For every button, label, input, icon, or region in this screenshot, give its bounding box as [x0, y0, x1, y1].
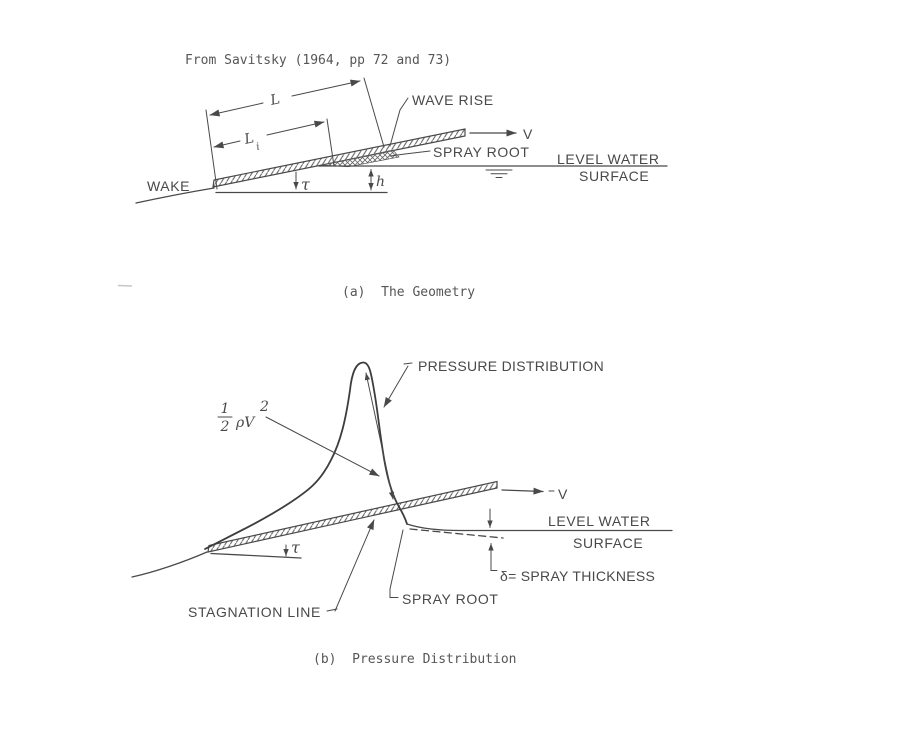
label-pressure-distribution: PRESSURE DISTRIBUTION [418, 358, 604, 374]
label-length-i: L [242, 130, 256, 148]
figure-b-labels [188, 358, 655, 667]
label-level-water: LEVEL WATER [557, 151, 660, 167]
rho-v: ρV [236, 415, 255, 431]
figure-b [132, 358, 672, 667]
caption-a: (a) The Geometry [342, 285, 476, 300]
label-velocity: V [523, 126, 533, 142]
dynamic-pressure-label [218, 399, 269, 435]
velocity-arrow-b [502, 490, 543, 492]
peak-pressure-line [366, 373, 393, 499]
label-level-water-b: LEVEL WATER [548, 513, 651, 529]
pressure-label-leader [384, 366, 408, 407]
figure-a-drawing [136, 78, 667, 203]
trim-reference-line [211, 554, 301, 559]
label-wave-rise: WAVE RISE [412, 92, 494, 108]
label-tau-b: τ [291, 538, 300, 557]
half-numerator: 1 [220, 401, 230, 417]
half-denominator: 2 [220, 419, 230, 435]
dimension-L-right-segment [292, 81, 360, 96]
extension-line-left [206, 110, 217, 189]
label-spray-root-b: SPRAY ROOT [402, 591, 499, 607]
dynamic-pressure-leader [266, 417, 379, 476]
spray-root-bracket [390, 589, 398, 598]
figure-a [136, 78, 667, 300]
dimension-L-left-segment [210, 103, 263, 115]
label-length: L [268, 91, 282, 109]
spray-root-leader-b [390, 530, 403, 589]
squared-exponent: 2 [260, 399, 269, 415]
figure-a-labels [147, 91, 660, 300]
caption-b: (b) Pressure Distribution [313, 652, 517, 667]
label-stagnation-line: STAGNATION LINE [188, 604, 321, 620]
label-spray-root: SPRAY ROOT [433, 144, 530, 160]
pressure-curve [205, 362, 407, 549]
dimension-Li-left-segment [214, 141, 240, 147]
dimension-Li-right-segment [267, 122, 324, 135]
label-surface: SURFACE [579, 168, 650, 184]
scan-artifact [118, 286, 132, 287]
label-tau: τ [301, 175, 310, 194]
label-h: h [376, 174, 386, 190]
extension-line-wave-rise [364, 78, 384, 147]
label-surface-b: SURFACE [573, 535, 644, 551]
stagnation-leader [335, 520, 374, 611]
label-spray-thickness: δ= SPRAY THICKNESS [500, 568, 656, 584]
label-wake: WAKE [147, 178, 191, 194]
source-note: From Savitsky (1964, pp 72 and 73) [185, 53, 452, 68]
planing-surface-b [208, 482, 497, 553]
spray-thickness-lower-arrow [491, 544, 497, 571]
wake-line-b [132, 552, 207, 577]
water-surface-symbol [486, 170, 512, 178]
label-length-i-subscript: i [255, 141, 261, 153]
pressure-label-dash [404, 363, 412, 364]
label-velocity-b: V [558, 486, 568, 502]
wave-rise-leader [390, 98, 408, 146]
